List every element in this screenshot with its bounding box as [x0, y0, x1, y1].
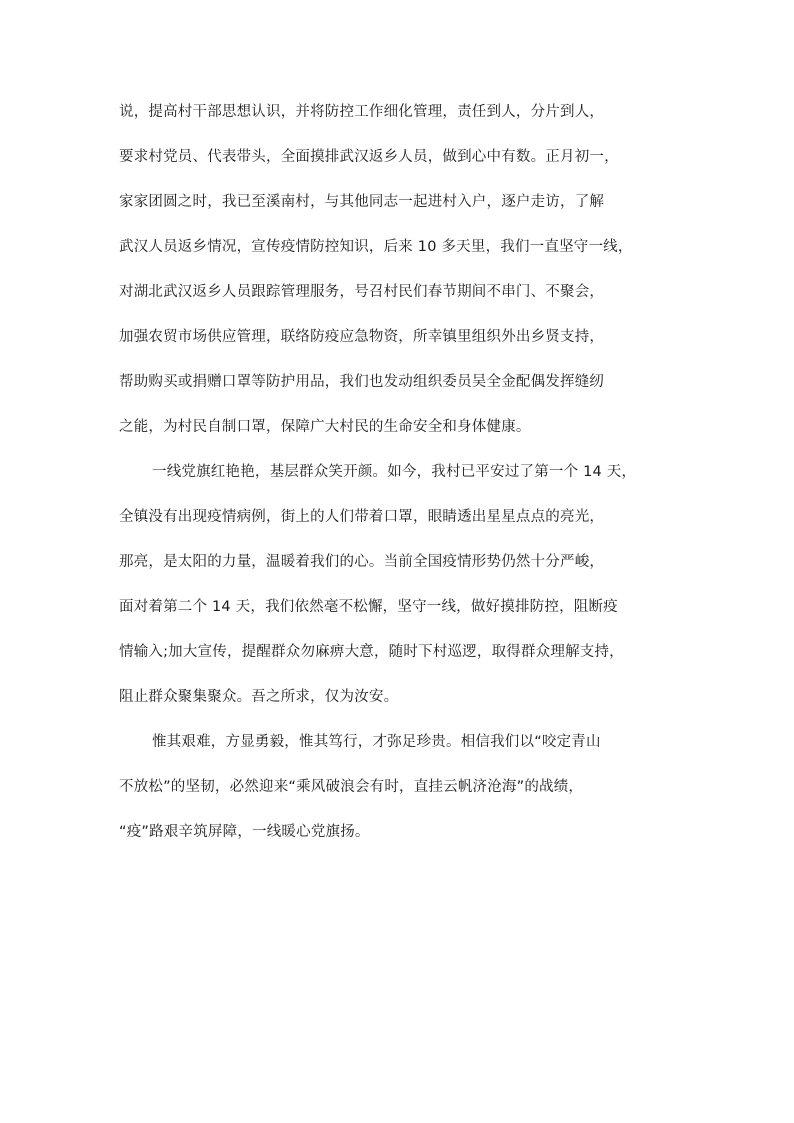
paragraph-1-line-1: 说，提高村干部思想认识，并将防控工作细化管理，责任到人，分片到人，	[119, 104, 605, 120]
paragraph-3-line-3: “疫”路艰辛筑屏障，一线暖心党旗扬。	[119, 824, 370, 840]
paragraph-3-line-2: 不放松”的坚韧，必然迎来“乘风破浪会有时，直挂云帆济沧海”的战绩，	[119, 779, 584, 795]
paragraph-2-line-6: 阻止群众聚集聚众。吾之所求，仅为汝安。	[119, 689, 399, 705]
paragraph-1-line-3: 家家团圆之时，我已至溪南村，与其他同志一起进村入户，逐户走访，了解	[119, 194, 605, 210]
paragraph-1-line-2: 要求村党员、代表带头，全面摸排武汉返乡人员，做到心中有数。正月初一，	[119, 149, 619, 165]
paragraph-1-line-7: 帮助购买或捐赠口罩等防护用品，我们也发动组织委员吴全金配偶发挥缝纫	[119, 374, 605, 390]
paragraph-2-line-3: 那亮，是太阳的力量，温暖着我们的心。当前全国疫情形势仍然十分严峻，	[119, 554, 605, 570]
paragraph-2-line-4: 面对着第二个 14 天，我们依然毫不松懈，坚守一线，做好摸排防控，阻断疫	[119, 599, 618, 615]
paragraph-1-line-5: 对湖北武汉返乡人员跟踪管理服务，号召村民们春节期间不串门、不聚会，	[119, 284, 605, 300]
paragraph-2-line-1: 一线党旗红艳艳，基层群众笑开颜。如今，我村已平安过了第一个 14 天，	[152, 464, 637, 480]
paragraph-3-line-1: 惟其艰难，方显勇毅，惟其笃行，才弥足珍贵。相信我们以“咬定青山	[152, 734, 601, 750]
paragraph-2-line-5: 情输入;加大宣传，提醒群众勿麻痹大意，随时下村巡逻，取得群众理解支持，	[119, 644, 624, 660]
paragraph-1-line-6: 加强农贸市场供应管理，联络防疫应急物资，所幸镇里组织外出乡贤支持，	[119, 329, 605, 345]
paragraph-2-line-2: 全镇没有出现疫情病例，街上的人们带着口罩，眼睛透出星星点点的亮光，	[119, 509, 605, 525]
paragraph-1-line-8: 之能，为村民自制口罩，保障广大村民的生命安全和身体健康。	[119, 419, 531, 435]
paragraph-1-line-4: 武汉人员返乡情况，宣传疫情防控知识，后来 10 多天里，我们一直坚守一线，	[119, 239, 633, 255]
